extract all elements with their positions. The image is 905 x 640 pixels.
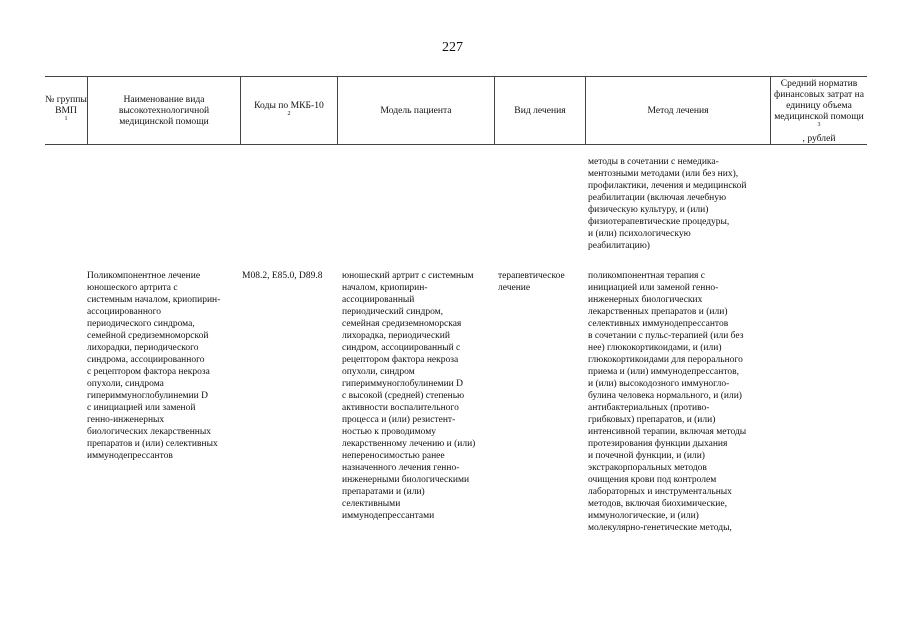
header-group-no [45,77,87,144]
row-patient-model: юношеский артрит с системным началом, криопирин- ассоциированный периодический синдром, семейная средиземноморская лихорадка, периодический синдром, ассоциированный с рецептором фактора некроза опухоли, синдром гипериммуноглобулинемии D с высокой (средней) степенью активности воспалительного процесса и (или) резистент- ностью к проводимому лекарственному лечению и (или) непереносимостью ранее назначенного лечения генно- инженерными биологическими препаратами и (или) селективными иммунодепрессантами [342,271,476,521]
header-icd-codes [240,77,337,144]
continuation-treatment-method: методы в сочетании с немедика- ментозными методами (или без них), профилактики, лечения и медицинской реабилитации (включая лечебную физическую культуру, и (или) физиотерапевтические процедуры, и (или) психологическую реабилитацию) [588,157,747,251]
row-treatment-type: терапевтическое лечение [498,271,565,293]
header-icd-codes-footnote: 2 [287,110,291,117]
header-group-no-text: № группы ВМП [45,94,87,116]
header-treatment-type-text: Вид лечения [514,105,566,116]
table-header [45,76,867,145]
header-vmp-name-text: Наименование вида высокотехнологичной медицинской помощи [118,94,210,127]
header-icd-codes-text: Коды по МКБ-10 [254,99,324,111]
header-treatment-method-text: Метод лечения [647,105,709,116]
header-group-no-footnote: 1 [64,115,68,122]
page-number: 227 [442,40,463,55]
row-vmp-name: Поликомпонентное лечение юношеского артрита с системным началом, криопирин- ассоциированного периодического синдрома, семейной средиземноморской лихорадки, периодического синдрома, ассоциированного с рецептором фактора некроза опухоли, синдрома гипериммуноглобулинемии D с инициацией или заменой генно-инженерных биологических лекарственных препаратов и (или) селективных иммунодепрессантов [87,271,221,461]
header-cost-norm-footnote: 3 [817,121,821,128]
row-treatment-method: поликомпонентная терапия с инициацией или заменой генно- инженерных биологических лекарственных препаратов и (или) селективных иммунодепрессантов в сочетании с пульс-терапией (или без нее) глюкокортикоидами, и (или) глюкокортикоидами для перорального приема и (или) иммунодепрессантов, и (или) высокодозного иммуногло- булина человека нормального, и (или) антибактериальных (противо- грибковых) препаратов, и (или) интенсивной терапии, включая методы протезирования функции дыхания и почечной функции, и (или) экстракорпоральных методов очищения крови под контролем лабораторных и инструментальных методов, включая биохимические, иммунологические, и (или) молекулярно-генетические методы, [588,271,747,533]
header-cost-norm-text: Средний норматив финансовых затрат на единицу объема медицинской помощи [773,77,864,122]
row-icd-codes: M08.2, E85.0, D89.8 [242,271,323,281]
header-patient-model-text: Модель пациента [380,105,452,116]
header-patient-model [337,77,494,144]
header-vmp-name [87,77,240,144]
header-treatment-method [585,77,770,144]
header-cost-norm-suffix: , рублей [802,132,836,144]
header-cost-norm [770,77,867,144]
header-treatment-type [494,77,585,144]
